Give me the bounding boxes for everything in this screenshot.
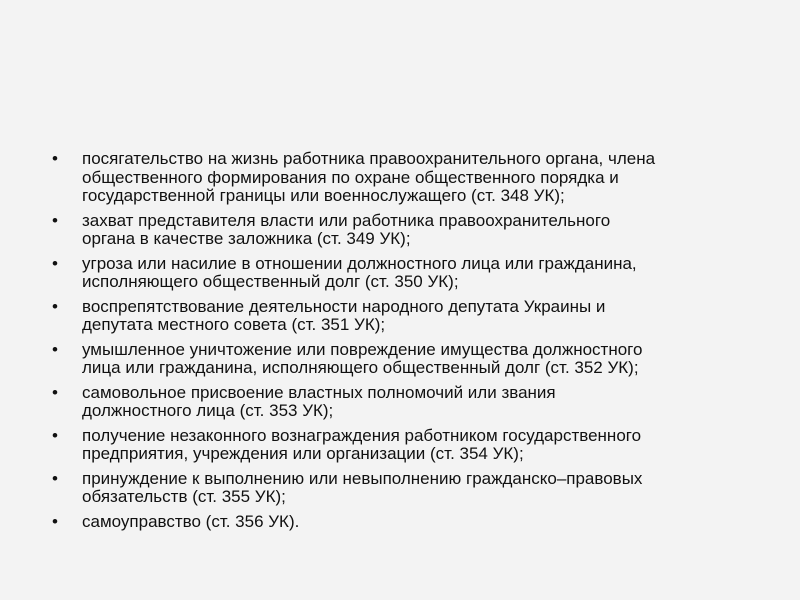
list-item-text: депутата местного совета (ст. 351 УК); — [82, 315, 386, 334]
bullet-icon: • — [52, 425, 58, 445]
list-item — [52, 470, 752, 507]
list-item-text: должностного лица (ст. 353 УК); — [82, 401, 334, 420]
bullet-icon: • — [52, 149, 58, 168]
list-item-text: самоуправство (ст. 356 УК). — [82, 511, 300, 531]
list-item — [52, 212, 752, 249]
bullet-icon: • — [52, 382, 58, 402]
list-item-text: лица или гражданина, исполняющего общественный долг (ст. 352 УК); — [82, 358, 639, 377]
list-item-text: общественного формирования по охране общественного порядка и — [82, 167, 619, 187]
list-item-text: исполняющего общественный долг (ст. 350 УК); — [82, 272, 459, 291]
list-item-text: самовольное присвоение властных полномочий или звания — [82, 382, 556, 402]
list-item-text: органа в качестве заложника (ст. 349 УК); — [82, 229, 411, 248]
list-item — [52, 384, 752, 421]
bullet-icon: • — [52, 468, 58, 488]
bullet-icon: • — [52, 339, 58, 359]
list-item-text: посягательство на жизнь работника правоохранительного органа, члена — [82, 149, 656, 168]
list-item — [52, 255, 752, 292]
list-item-text: захват представителя власти или работника правоохранительного — [82, 210, 611, 230]
bullet-icon: • — [52, 511, 58, 531]
list-item-text: обязательств (ст. 355 УК); — [82, 487, 286, 506]
bullet-list — [52, 150, 752, 537]
list-item — [52, 150, 752, 206]
list-item-text: принуждение к выполнению или невыполнению гражданско–правовых — [82, 468, 643, 488]
bullet-icon: • — [52, 296, 58, 316]
list-item-text: угроза или насилие в отношении должностного лица или гражданина, — [82, 253, 637, 273]
list-item-text: умышленное уничтожение или повреждение имущества должностного — [82, 339, 643, 359]
list-item — [52, 513, 752, 532]
list-item-text: получение незаконного вознаграждения работником государственного — [82, 425, 642, 445]
list-item — [52, 298, 752, 335]
list-item — [52, 427, 752, 464]
list-item-text: государственной границы или военнослужащего (ст. 348 УК); — [82, 186, 565, 205]
bullet-icon: • — [52, 253, 58, 273]
list-item-text: предприятия, учреждения или организации (ст. 354 УК); — [82, 444, 524, 463]
list-item — [52, 341, 752, 378]
bullet-icon: • — [52, 210, 58, 230]
list-item-text: воспрепятствование деятельности народного депутата Украины и — [82, 296, 606, 316]
